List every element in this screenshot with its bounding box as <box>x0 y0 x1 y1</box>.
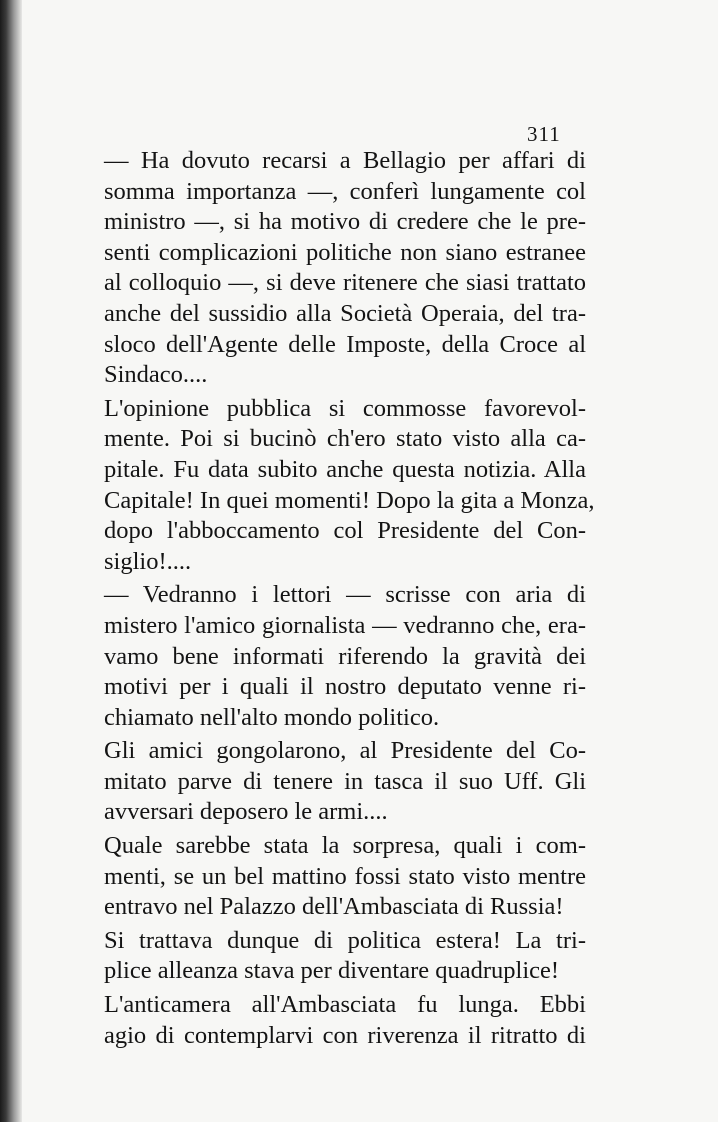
text-line: plice alleanza stava per diventare quadruplice! <box>104 957 560 985</box>
text-line: pitale. Fu data subito anche questa notizia. Alla <box>104 455 586 483</box>
text-line: mistero l'amico giornalista — vedranno che, era- <box>104 611 586 639</box>
paragraph <box>104 146 586 391</box>
text-line: entravo nel Palazzo dell'Ambasciata di Russia! <box>104 893 564 921</box>
page-number: 311 <box>527 122 561 146</box>
paragraph <box>104 736 586 828</box>
paragraph <box>104 831 586 923</box>
text-line: Gli amici gongolarono, al Presidente del Co- <box>104 737 586 765</box>
book-binding-edge <box>0 0 22 1122</box>
text-line: al colloquio —, si deve ritenere che siasi trattato <box>104 269 586 297</box>
text-line: somma importanza —, conferì lungamente col <box>104 177 586 205</box>
text-line: menti, se un bel mattino fossi stato visto mentre <box>104 862 586 890</box>
text-line: — Vedranno i lettori — scrisse con aria di <box>104 581 586 609</box>
paragraph <box>104 990 586 1051</box>
text-line: mitato parve di tenere in tasca il suo Uff. Gli <box>104 767 586 795</box>
text-line: dopo l'abboccamento col Presidente del Con- <box>104 517 586 545</box>
text-line: anche del sussidio alla Società Operaia, del tra- <box>104 299 586 327</box>
text-line: sloco dell'Agente delle Imposte, della Croce al <box>104 330 586 358</box>
paragraph <box>104 580 586 733</box>
text-line: L'opinione pubblica si commosse favorevol- <box>104 394 586 422</box>
text-line: — Ha dovuto recarsi a Bellagio per affari di <box>104 147 586 174</box>
text-line: chiamato nell'alto mondo politico. <box>104 703 440 731</box>
text-line: avversari deposero le armi.... <box>104 798 388 826</box>
text-line: L'anticamera all'Ambasciata fu lunga. Ebbi <box>104 991 586 1019</box>
text-line: agio di contemplarvi con riverenza il ritratto di <box>104 1021 586 1049</box>
text-line: senti complicazioni politiche non siano estranee <box>104 238 586 266</box>
text-line: Capitale! In quei momenti! Dopo la gita a Monza, <box>104 486 595 514</box>
text-line: ministro —, si ha motivo di credere che le pre- <box>104 208 586 236</box>
paragraph <box>104 394 595 578</box>
text-line: vamo bene informati riferendo la gravità dei <box>104 642 586 670</box>
text-line: Quale sarebbe stata la sorpresa, quali i com- <box>104 832 586 860</box>
paragraph <box>104 926 586 987</box>
text-line: mente. Poi si bucinò ch'ero stato visto alla ca- <box>104 425 586 453</box>
text-line: siglio!.... <box>104 547 192 575</box>
text-line: motivi per i quali il nostro deputato venne ri- <box>104 673 586 701</box>
text-line: Si trattava dunque di politica estera! La tri- <box>104 926 586 954</box>
page-body-text <box>104 146 595 1051</box>
text-line: Sindaco.... <box>104 361 208 389</box>
